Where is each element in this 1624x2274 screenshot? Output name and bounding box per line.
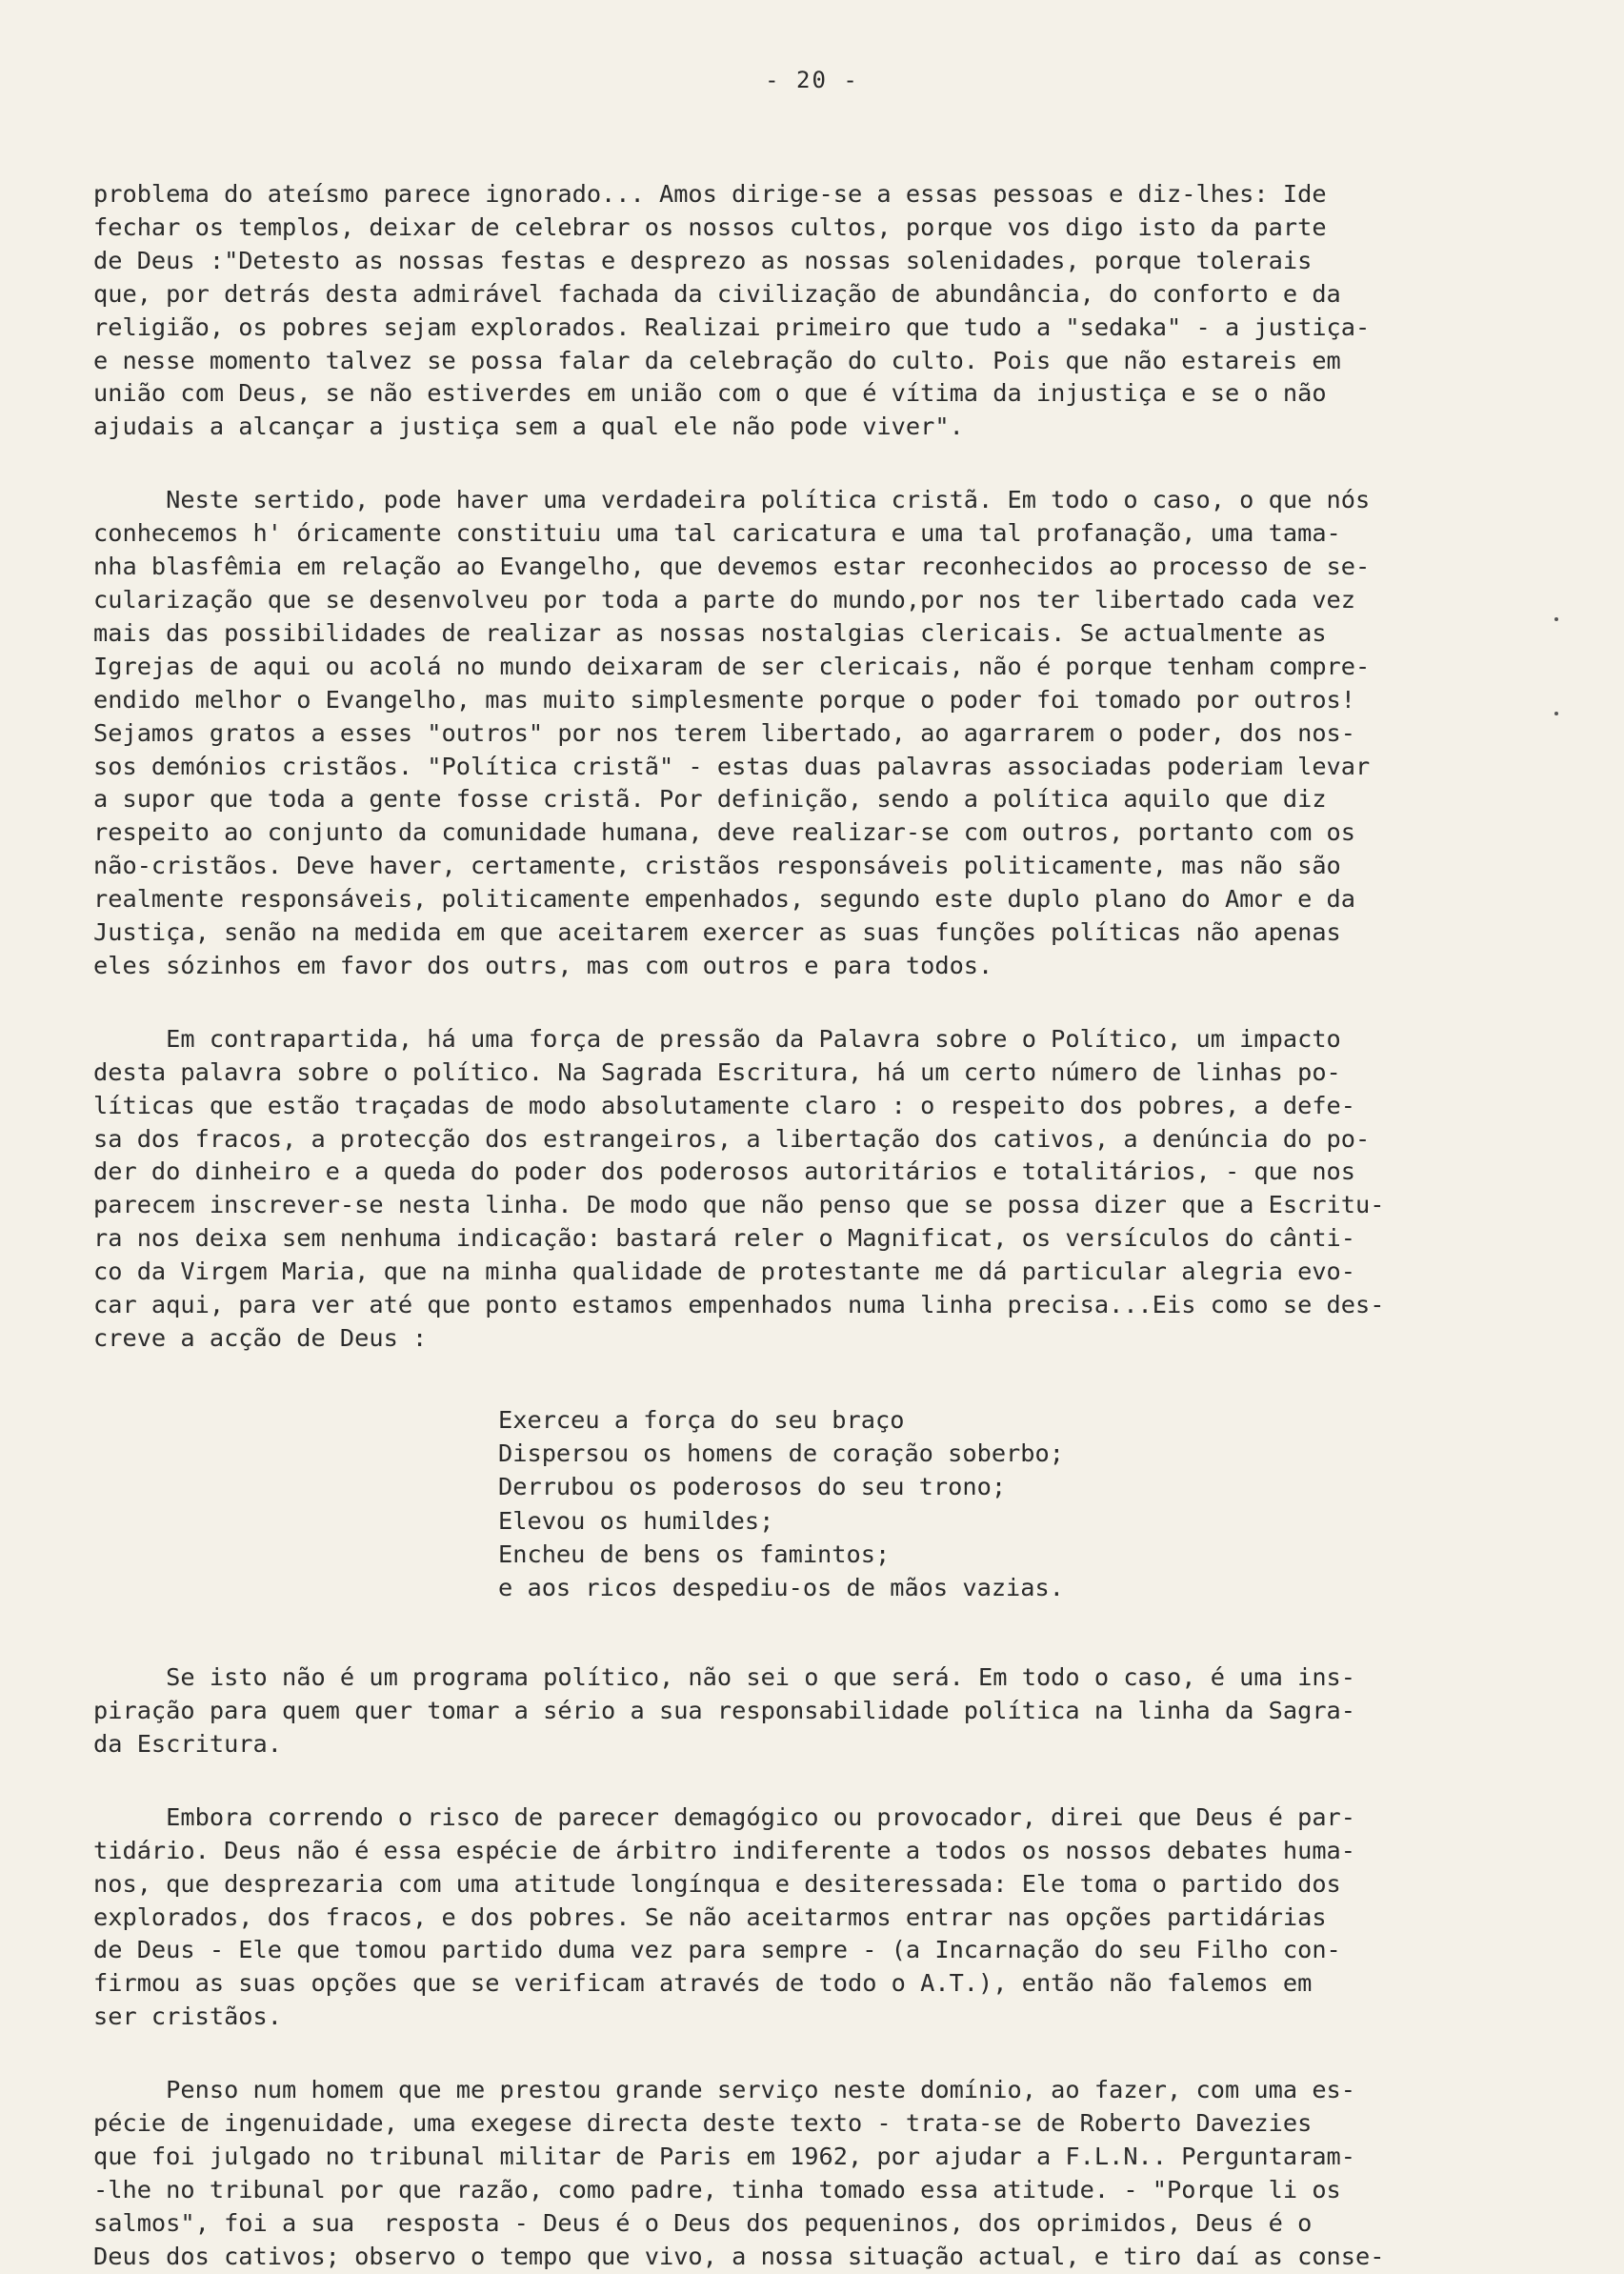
text-line: e aos ricos despediu-os de mãos vazias. bbox=[498, 1573, 1064, 1601]
margin-dot bbox=[1554, 617, 1558, 621]
text-line: Derrubou os poderosos do seu trono; bbox=[498, 1473, 1007, 1501]
text-line: Encheu de bens os famintos; bbox=[498, 1539, 891, 1568]
text-line: e nesse momento talvez se possa falar da celebração do culto. Pois que não estareis em bbox=[93, 346, 1341, 374]
text-line: Penso num homem que me prestou grande serviço neste domínio, ao fazer, com uma es- bbox=[93, 2076, 1356, 2104]
paragraph-5 bbox=[93, 1801, 1503, 2034]
text-line: união com Deus, se não estiverdes em união com o que é vítima da injustiça e se o não bbox=[93, 379, 1327, 408]
text-line: piração para quem quer tomar a sério a sua responsabilidade política na linha da Sagra- bbox=[93, 1697, 1356, 1725]
text-line: Deus dos cativos; observo o tempo que vivo, a nossa situação actual, e tiro daí as conse- bbox=[93, 2242, 1385, 2270]
text-line: de Deus - Ele que tomou partido duma vez para sempre - (a Incarnação do seu Filho con- bbox=[93, 1936, 1341, 1964]
text-line: Justiça, senão na medida em que aceitarem exercer as suas funções políticas não apenas bbox=[93, 918, 1341, 947]
document-body bbox=[93, 178, 1503, 2274]
text-line: tidário. Deus não é essa espécie de árbitro indiferente a todos os nossos debates huma- bbox=[93, 1836, 1356, 1864]
text-line: der do dinheiro e a queda do poder dos poderosos autoritários e totalitários, - que nos bbox=[93, 1157, 1356, 1186]
text-line: co da Virgem Maria, que na minha qualidade de protestante me dá particular alegria evo- bbox=[93, 1258, 1356, 1286]
text-line: a supor que toda a gente fosse cristã. Por definição, sendo a política aquilo que diz bbox=[93, 785, 1327, 814]
text-line: desta palavra sobre o político. Na Sagrada Escritura, há um certo número de linhas po- bbox=[93, 1057, 1341, 1086]
text-line: realmente responsáveis, politicamente empenhados, segundo este duplo plano do Amor e da bbox=[93, 885, 1356, 914]
text-line: mais das possibilidades de realizar as nossas nostalgias clericais. Se actualmente as bbox=[93, 618, 1327, 647]
text-line: firmou as suas opções que se verificam através de todo o A.T.), então não falemos em bbox=[93, 1969, 1313, 1998]
text-line: creve a acção de Deus : bbox=[93, 1324, 428, 1352]
text-line: que foi julgado no tribunal militar de Paris em 1962, por ajudar a F.L.N.. Perguntaram- bbox=[93, 2143, 1356, 2170]
text-line: conhecemos h' óricamente constituiu uma tal caricatura e uma tal profanação, uma tama- bbox=[93, 519, 1341, 548]
paragraph-6 bbox=[93, 2074, 1503, 2273]
text-line: Em contrapartida, há uma força de pressão da Palavra sobre o Político, um impacto bbox=[93, 1024, 1341, 1053]
text-line: fechar os templos, deixar de celebrar os nossos cultos, porque vos digo isto da parte bbox=[93, 212, 1327, 241]
text-line: Embora correndo o risco de parecer demagógico ou provocador, direi que Deus é par- bbox=[93, 1802, 1356, 1831]
text-line: -lhe no tribunal por que razão, como padre, tinha tomado essa atitude. - "Porque li os bbox=[93, 2175, 1341, 2204]
text-line: religião, os pobres sejam explorados. Realizai primeiro que tudo a "sedaka" - a justiça- bbox=[93, 312, 1371, 341]
text-line: Igrejas de aqui ou acolá no mundo deixaram de ser clericais, não é porque tenham compre- bbox=[93, 652, 1371, 680]
text-line: da Escritura. bbox=[93, 1729, 282, 1758]
text-line: parecem inscrever-se nesta linha. De modo que não penso que se possa dizer que a Escritu- bbox=[93, 1191, 1385, 1219]
text-line: Se isto não é um programa político, não sei o que será. Em todo o caso, é uma ins- bbox=[93, 1663, 1356, 1692]
text-line: Elevou os humildes; bbox=[498, 1506, 774, 1535]
paragraph-1 bbox=[93, 178, 1503, 444]
text-line: nos, que desprezaria com uma atitude longínqua e desiteressada: Ele toma o partido dos bbox=[93, 1869, 1341, 1898]
text-line: explorados, dos fracos, e dos pobres. Se não aceitarmos entrar nas opções partidárias bbox=[93, 1902, 1327, 1931]
text-line: nha blasfêmia em relação ao Evangelho, que devemos estar reconhecidos ao processo de se- bbox=[93, 553, 1371, 581]
text-line: de Deus :"Detesto as nossas festas e desprezo as nossas solenidades, porque tolerais bbox=[93, 246, 1313, 274]
text-line: Dispersou os homens de coração soberbo; bbox=[498, 1439, 1064, 1468]
text-line: que, por detrás desta admirável fachada da civilização de abundância, do conforto e da bbox=[93, 279, 1341, 308]
text-line: cularização que se desenvolveu por toda a parte do mundo,por nos ter libertado cada vez bbox=[93, 585, 1356, 614]
paragraph-2 bbox=[93, 484, 1503, 983]
text-line: car aqui, para ver até que ponto estamos empenhados numa linha precisa...Eis como se des- bbox=[93, 1291, 1385, 1319]
text-line: sos demónios cristãos. "Política cristã" - estas duas palavras associadas poderiam levar bbox=[93, 752, 1371, 780]
paragraph-3 bbox=[93, 1023, 1503, 1356]
text-line: ra nos deixa sem nenhuma indicação: bastará reler o Magnificat, os versículos do cânti- bbox=[93, 1224, 1356, 1253]
paragraph-4 bbox=[93, 1661, 1503, 1761]
text-line: sa dos fracos, a protecção dos estrangeiros, a libertação dos cativos, a denúncia do po- bbox=[93, 1124, 1371, 1153]
page-number: - 20 - bbox=[765, 67, 859, 93]
text-line: problema do ateísmo parece ignorado... Amos dirige-se a essas pessoas e diz-lhes: Ide bbox=[93, 180, 1327, 208]
text-line: ajudais a alcançar a justiça sem a qual ele não pode viver". bbox=[93, 413, 964, 441]
text-line: ser cristãos. bbox=[93, 2002, 282, 2031]
text-line: Exerceu a força do seu braço bbox=[498, 1405, 905, 1434]
margin-dot bbox=[1554, 712, 1558, 715]
text-line: líticas que estão traçadas de modo absolutamente claro : o respeito dos pobres, a defe- bbox=[93, 1091, 1356, 1119]
text-line: não-cristãos. Deve haver, certamente, cristãos responsáveis politicamente, mas não são bbox=[93, 852, 1341, 880]
text-line: pécie de ingenuidade, uma exegese directa deste texto - trata-se de Roberto Davezies bbox=[93, 2109, 1313, 2138]
text-line: eles sózinhos em favor dos outrs, mas com outros e para todos. bbox=[93, 951, 993, 979]
magnificat-verse bbox=[498, 1403, 1503, 1604]
text-line: salmos", foi a sua resposta - Deus é o Deus dos pequeninos, dos oprimidos, Deus é o bbox=[93, 2208, 1313, 2237]
text-line: Sejamos gratos a esses "outros" por nos terem libertado, ao agarrarem o poder, dos nos- bbox=[93, 718, 1356, 747]
text-line: endido melhor o Evangelho, mas muito simplesmente porque o poder foi tomado por outros! bbox=[93, 685, 1356, 714]
text-line: Neste sertido, pode haver uma verdadeira política cristã. Em todo o caso, o que nós bbox=[93, 486, 1371, 514]
text-line: respeito ao conjunto da comunidade humana, deve realizar-se com outros, portanto com os bbox=[93, 818, 1356, 847]
